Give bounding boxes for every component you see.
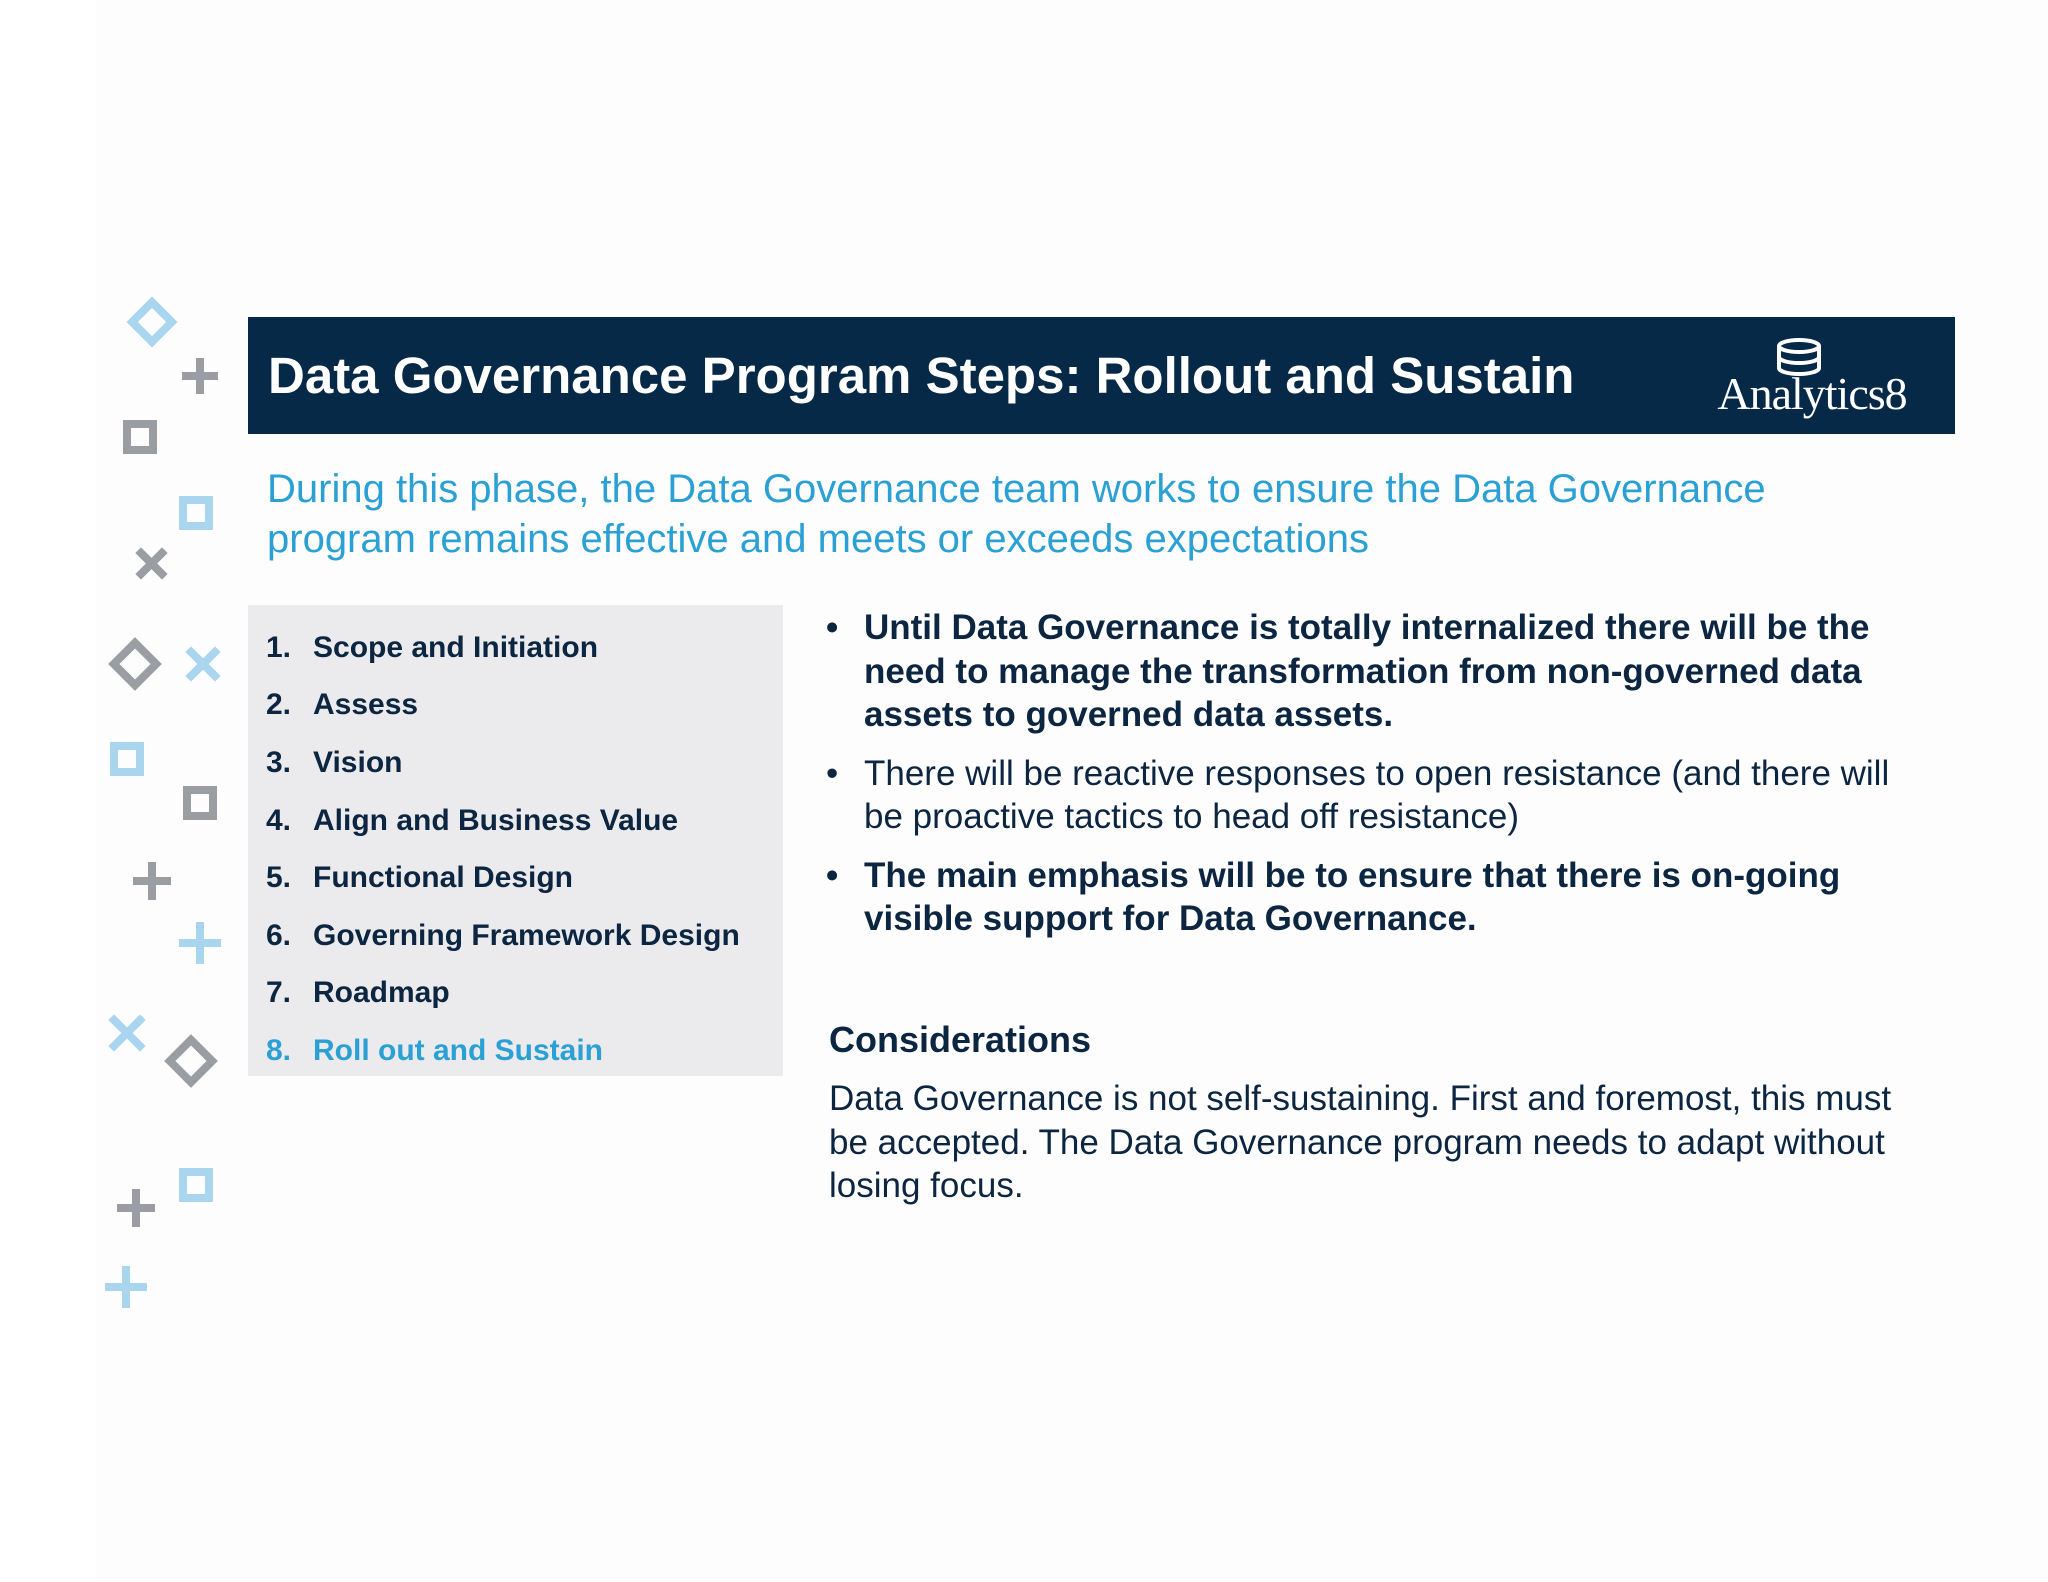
key-point-text: The main emphasis will be to ensure that there is on-going visible support for Data Governance. (864, 855, 1841, 938)
plus-shape (121, 1193, 151, 1223)
diamond-shape (170, 1040, 212, 1082)
step-item (266, 907, 783, 965)
step-number: 8. (266, 1033, 292, 1067)
plus-shape (137, 866, 167, 896)
step-label: Roll out and Sustain (313, 1033, 603, 1067)
key-point (826, 606, 1906, 737)
considerations-body: Data Governance is not self-sustaining. First and foremost, this must be accepted. The Data Governance program needs to adapt without losing focus. (829, 1079, 1892, 1205)
square-shape (187, 790, 213, 816)
step-number: 5. (266, 861, 292, 895)
bullet-icon: • (826, 753, 839, 793)
step-label: Assess (313, 688, 419, 722)
company-logo (1707, 337, 1917, 417)
key-point-text: There will be reactive responses to open resistance (and there will be proactive tactics to head off resistance) (864, 753, 1890, 836)
page-title: Data Governance Program Steps: Rollout and Sustain (268, 347, 1575, 404)
step-label: Align and Business Value (313, 803, 679, 837)
step-label: Functional Design (313, 861, 574, 895)
x-shape (191, 652, 215, 676)
steps-panel (248, 605, 783, 1076)
considerations-heading: Considerations (829, 1019, 1092, 1060)
key-point (826, 752, 1906, 839)
square-shape (183, 500, 209, 526)
key-point (826, 854, 1906, 941)
step-item (266, 792, 783, 850)
bullet-icon: • (826, 855, 839, 895)
bullet-icon: • (826, 608, 839, 647)
x-shape (141, 553, 162, 574)
diamond-shape (132, 302, 172, 342)
step-item (266, 965, 783, 1023)
step-number: 4. (266, 803, 292, 837)
diamond-shape (114, 643, 156, 685)
step-item (266, 734, 783, 792)
plus-shape (186, 362, 214, 390)
steps-list (248, 605, 783, 1080)
step-item (266, 677, 783, 735)
step-number: 3. (266, 745, 292, 779)
step-label: Scope and Initiation (313, 630, 599, 664)
step-number: 2. (266, 688, 292, 722)
step-label: Vision (313, 745, 403, 779)
key-point-text: Until Data Governance is totally internalized there will be the need to manage the transformation from non-governed data assets to governed data assets. (864, 608, 1870, 734)
square-shape (127, 424, 153, 450)
plus-shape (109, 1270, 143, 1304)
logo-text: Analytics8 (1717, 368, 1907, 419)
step-item (266, 849, 783, 907)
title-bar (248, 317, 1955, 434)
x-shape (114, 1020, 140, 1046)
step-number: 7. (266, 976, 292, 1010)
step-label: Governing Framework Design (313, 918, 740, 952)
key-points-list (826, 606, 1906, 956)
step-item-current (266, 1022, 783, 1080)
step-number: 1. (266, 630, 292, 664)
step-number: 6. (266, 918, 292, 952)
step-item (266, 619, 783, 677)
plus-shape (183, 926, 217, 960)
square-shape (183, 1172, 209, 1198)
square-shape (114, 746, 140, 772)
decorative-shapes (0, 0, 260, 1582)
phase-subtitle: During this phase, the Data Governance team works to ensure the Data Governance program remains effective and meets or exceeds expectations (267, 467, 1766, 561)
step-label: Roadmap (313, 976, 450, 1010)
